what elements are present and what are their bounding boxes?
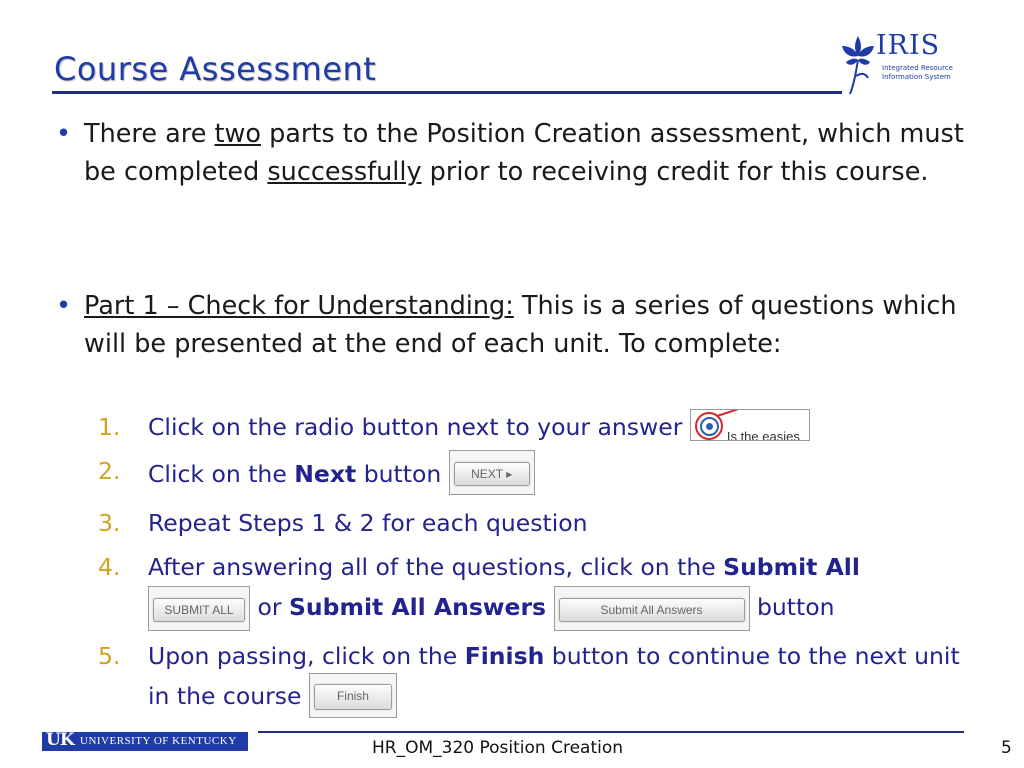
- step-5: 5. Upon passing, click on the Finish button to continue to the next unit in the course Finish: [98, 638, 978, 720]
- iris-logo: [838, 30, 958, 96]
- part-1-heading: Part 1 – Check for Understanding:: [84, 291, 514, 321]
- submit-all-button-example: SUBMIT ALL: [153, 598, 245, 622]
- bullet-text: There are two parts to the Position Creation assessment, which must be completed successfully prior to receiving credit for this course.: [84, 119, 964, 187]
- bullet-dot: •: [56, 291, 72, 321]
- next-arrow-icon: ▸: [506, 466, 513, 481]
- steps-list: [98, 409, 978, 727]
- radio-selected-icon: [700, 417, 719, 436]
- radio-answer-example: Is the easies: [690, 409, 810, 441]
- step-1: 1. Click on the radio button next to your answer Is the easies: [98, 409, 978, 446]
- bullet-dot: •: [56, 119, 72, 149]
- pointer-arrow-icon: [717, 409, 761, 417]
- page-number: 5: [1001, 738, 1012, 758]
- slide-title: Course Assessment: [54, 50, 377, 88]
- university-of-kentucky-logo: UK UNIVERSITY OF KENTUCKY: [42, 732, 248, 751]
- iris-logo-name: IRIS: [876, 30, 941, 61]
- next-button-example: NEXT ▸: [454, 462, 530, 486]
- finish-button-example: Finish: [314, 684, 392, 710]
- iris-logo-subtitle: Integrated Resource Information System: [882, 64, 953, 81]
- footer-course-name: HR_OM_320 Position Creation: [372, 738, 624, 758]
- iris-flower-icon: [838, 32, 878, 96]
- footer-rule: [258, 731, 964, 733]
- submit-all-answers-button-example: Submit All Answers: [559, 598, 745, 622]
- step-4: 4. After answering all of the questions, click on the Submit All SUBMIT ALL or Submit All Answers Submit All Answers button: [98, 549, 978, 631]
- step-3: 3. Repeat Steps 1 & 2 for each question: [98, 509, 588, 537]
- title-underline: [52, 91, 842, 94]
- bullet-text: Part 1 – Check for Understanding: This is a series of questions which will be presented at the end of each unit. To complete:: [84, 291, 957, 359]
- step-2: 2. Click on the Next button NEXT ▸: [98, 453, 978, 498]
